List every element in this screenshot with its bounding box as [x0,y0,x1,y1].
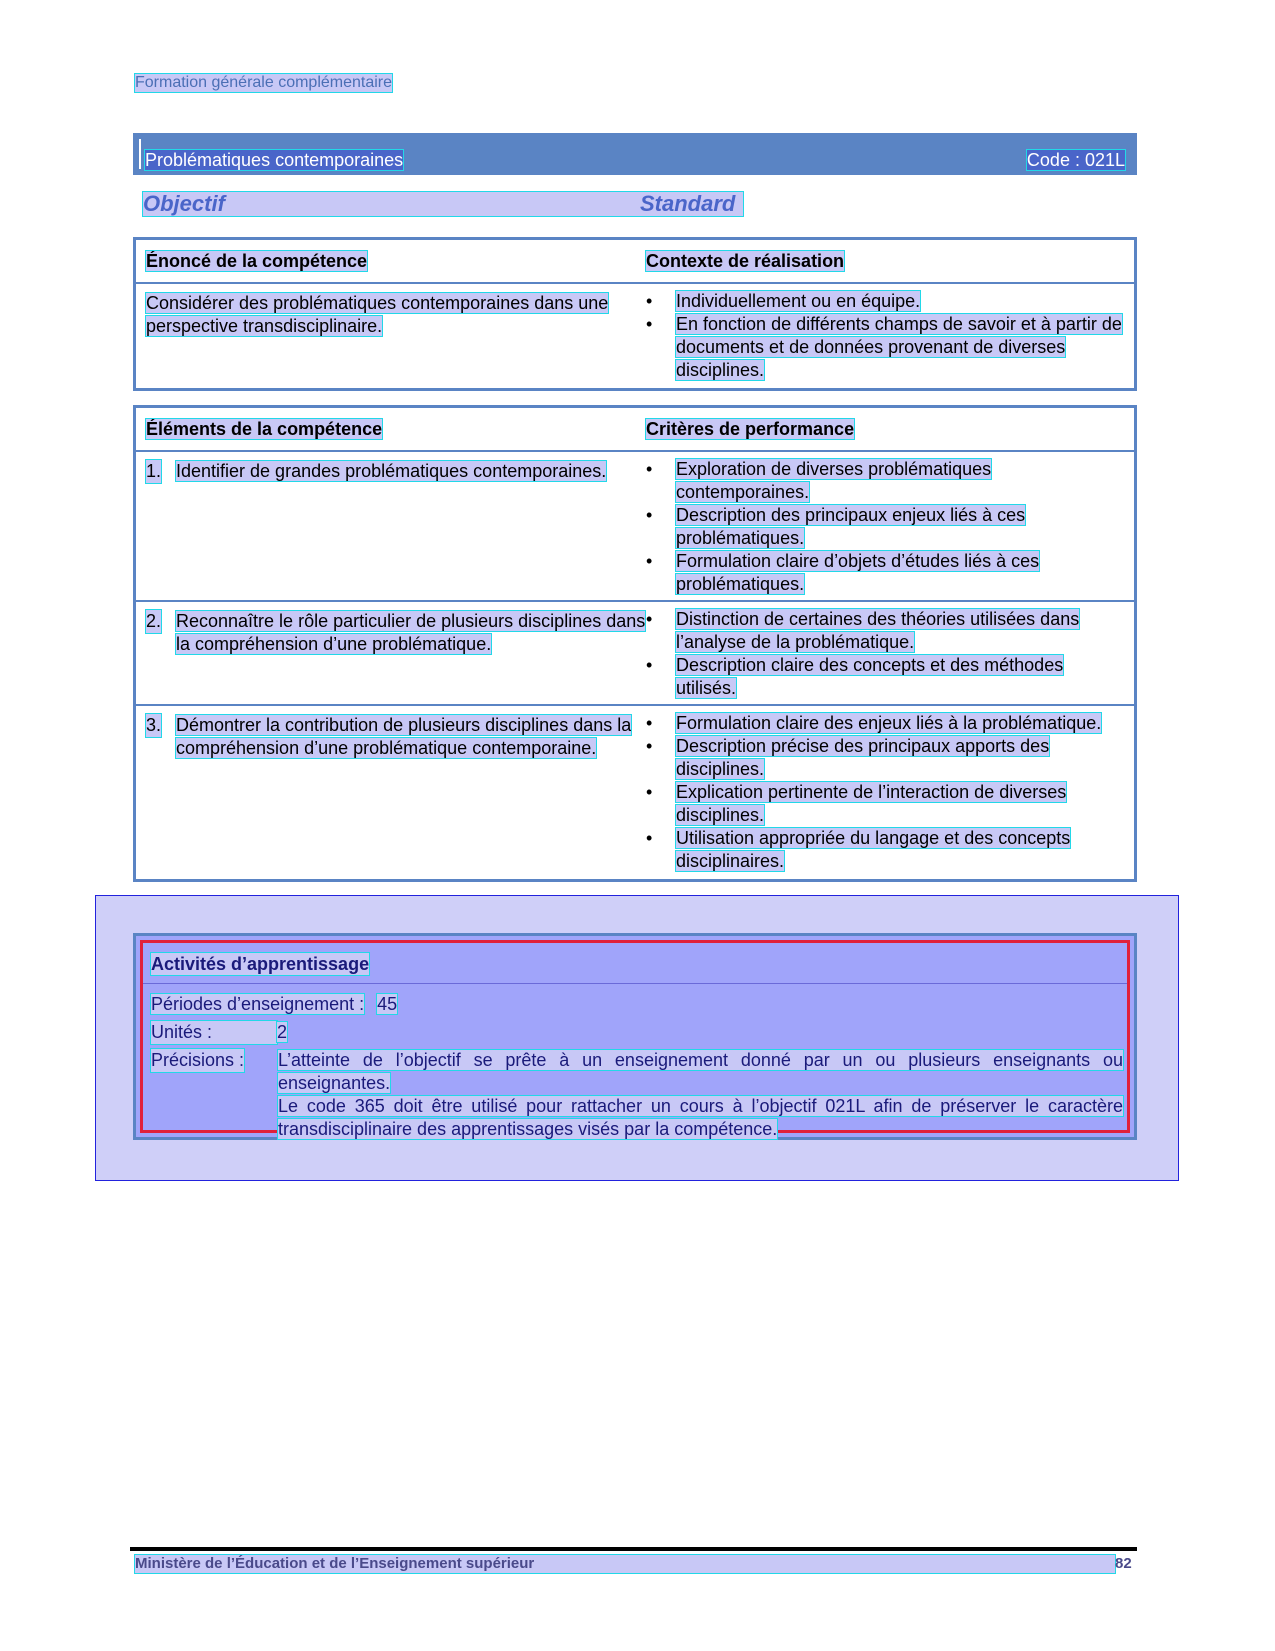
precisions-label: Précisions : [151,1050,245,1070]
footer-ministry: Ministère de l’Éducation et de l’Enseignement supérieur [135,1555,1115,1573]
elements-heading: Éléments de la compétence [146,418,383,439]
running-header: Formation générale complémentaire [135,74,393,91]
elements-table [133,405,1137,882]
competence-statement: Considérer des problématiques contemporaines dans une perspective transdisciplinaire. [146,293,609,336]
section-title: Problématiques contemporaines [145,150,404,170]
list-item: • Description claire des concepts et des méthodes utilisés. [646,654,1122,700]
element-item-1: 1. Identifier de grandes problématiques contemporaines. [146,461,607,481]
list-item: • En fonction de différents champs de savoir et à partir de documents et de données provenant de diverses disciplines. [646,313,1122,382]
list-item: • Explication pertinente de l’interaction de diverses disciplines. [646,781,1122,827]
footer-rule [130,1547,1137,1551]
element-item-3: 3. Démontrer la contribution de plusieurs disciplines dans la compréhension d’une problématique contemporaine. [146,715,632,758]
list-item: • Formulation claire d’objets d’études liés à ces problématiques. [646,550,1122,596]
list-item: • Distinction de certaines des théories utilisées dans l’analyse de la problématique. [646,608,1122,654]
list-item: • Formulation claire des enjeux liés à la problématique. [646,712,1122,735]
precisions-text-1: L’atteinte de l’objectif se prête à un enseignement donné par un ou plusieurs enseignants ou enseignantes. [278,1050,1123,1093]
page-number: 82 [1115,1555,1132,1572]
context-heading: Contexte de réalisation [646,250,845,271]
table-row [135,601,1136,705]
list-item: • Individuellement ou en équipe. [646,290,1122,313]
competence-statement-heading: Énoncé de la compétence [146,250,368,271]
list-item: • Exploration de diverses problématiques contemporaines. [646,458,1122,504]
title-bar [133,133,1137,175]
list-item: • Description des principaux enjeux liés à ces problématiques. [646,504,1122,550]
column-heading-objectif: Objectif [143,192,743,216]
table-row [135,705,1136,881]
list-item: • Utilisation appropriée du langage et des concepts disciplinaires. [646,827,1122,873]
activities-title: Activités d’apprentissage [151,954,370,974]
table-row [135,451,1136,601]
list-item: • Description précise des principaux apports des disciplines. [646,735,1122,781]
section-code: Code : 021L [1026,150,1125,170]
element-item-2: 2. Reconnaître le rôle particulier de plusieurs disciplines dans la compréhension d’une problématique. [146,611,646,654]
activities-box [133,933,1137,1140]
precisions-text-2: Le code 365 doit être utilisé pour rattacher un cours à l’objectif 021L afin de préserver le caractère transdisciplinaire des apprentissages visés par la compétence. [278,1096,1123,1139]
criteria-heading: Critères de performance [646,418,855,439]
units-value: 2 [277,1022,288,1042]
units-label: Unités : [151,1021,277,1044]
context-list [646,290,1122,382]
column-heading-standard: Standard [640,191,736,216]
competence-table [133,237,1137,391]
periods-value: 45 [377,994,398,1014]
periods-label: Périodes d’enseignement : [151,994,365,1014]
